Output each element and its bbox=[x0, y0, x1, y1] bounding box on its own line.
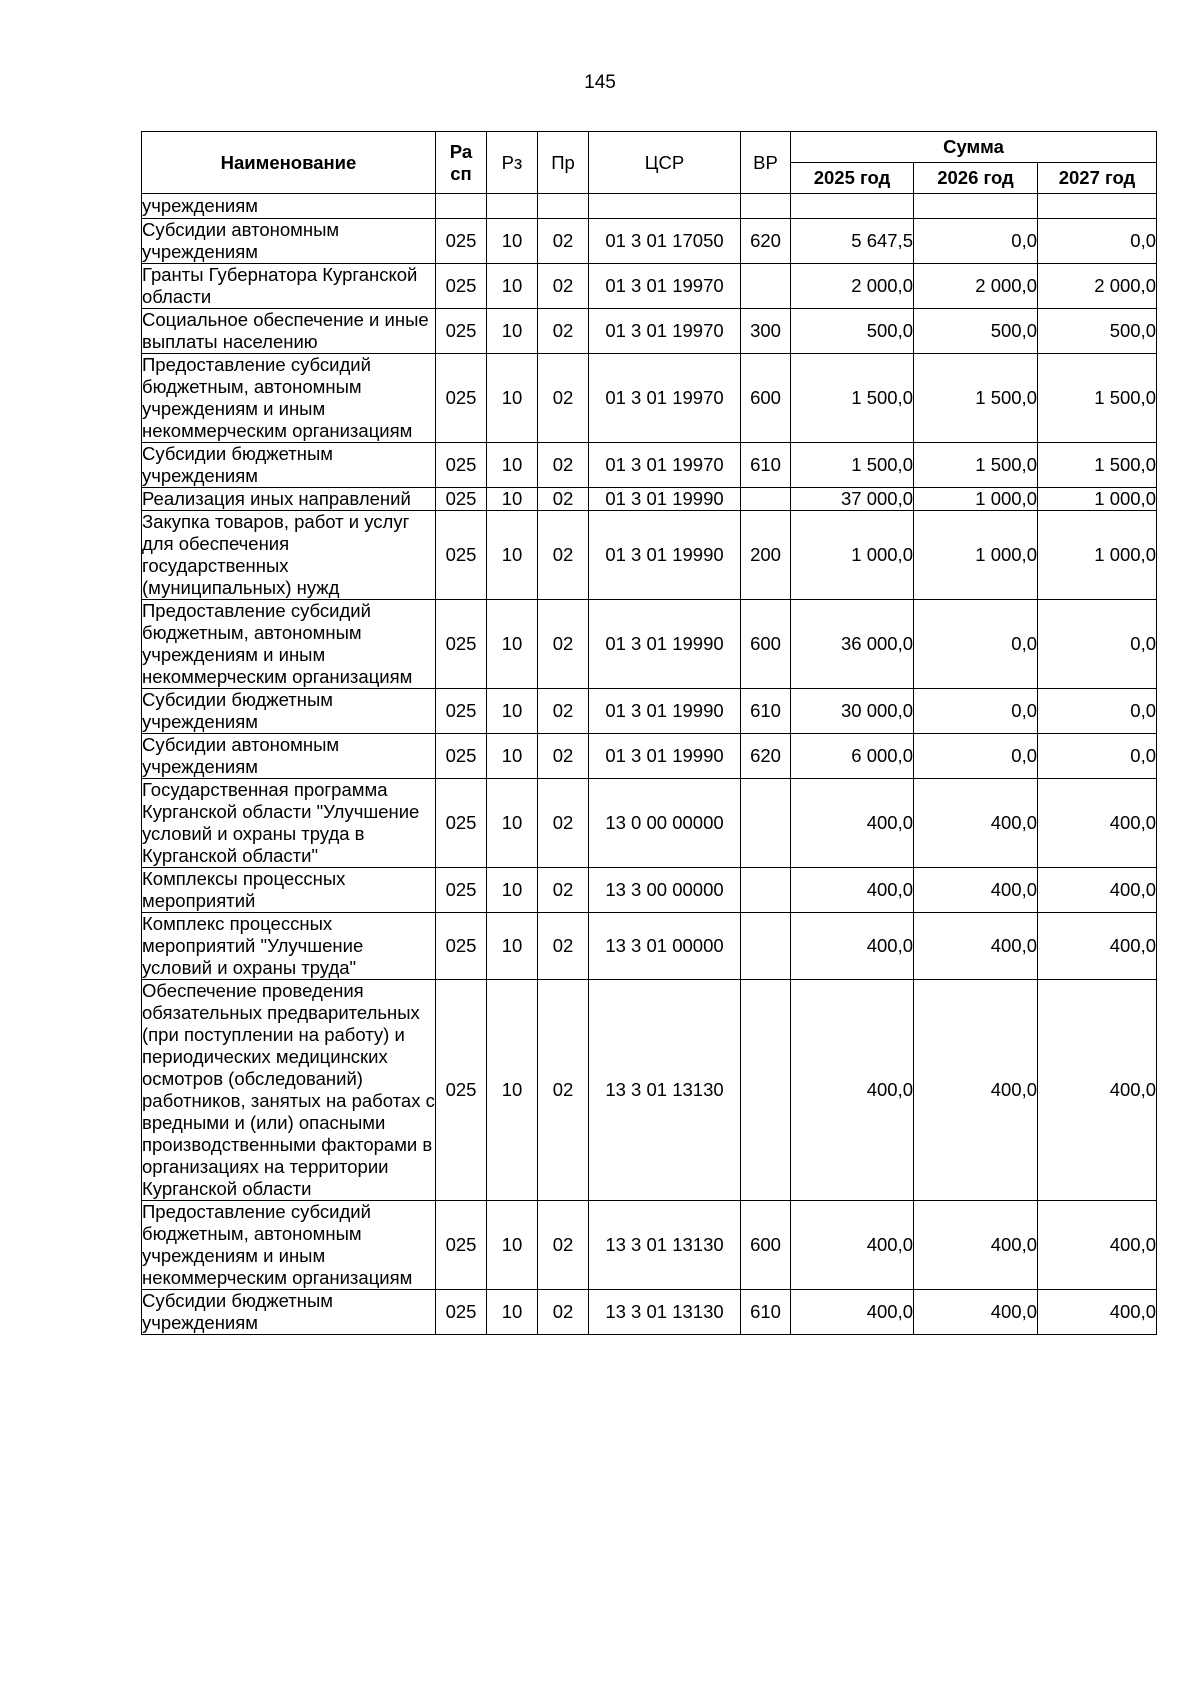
header-year-2025: 2025 год bbox=[791, 163, 914, 194]
cell-2025: 1 000,0 bbox=[791, 511, 914, 600]
cell-rasp: 025 bbox=[436, 689, 487, 734]
cell-vr: 600 bbox=[741, 1201, 791, 1290]
cell-vr bbox=[741, 264, 791, 309]
cell-csr: 01 3 01 19990 bbox=[589, 734, 741, 779]
cell-rasp: 025 bbox=[436, 868, 487, 913]
cell-name: Предоставление субсидий бюджетным, автономным учреждениям и иным некоммерческим организациям bbox=[142, 1201, 436, 1290]
cell-rasp: 025 bbox=[436, 734, 487, 779]
cell-rasp: 025 bbox=[436, 779, 487, 868]
table-row bbox=[142, 779, 1157, 868]
cell-2026 bbox=[914, 194, 1038, 219]
cell-csr: 01 3 01 19990 bbox=[589, 488, 741, 511]
cell-2026: 1 000,0 bbox=[914, 511, 1038, 600]
header-year-2026: 2026 год bbox=[914, 163, 1038, 194]
cell-pr: 02 bbox=[538, 734, 589, 779]
cell-2027: 400,0 bbox=[1038, 913, 1157, 980]
cell-name: Государственная программа Курганской области "Улучшение условий и охраны труда в Курганской области" bbox=[142, 779, 436, 868]
table-row bbox=[142, 868, 1157, 913]
table-header bbox=[142, 132, 1157, 194]
cell-rz: 10 bbox=[487, 309, 538, 354]
cell-rasp: 025 bbox=[436, 1201, 487, 1290]
cell-rz: 10 bbox=[487, 779, 538, 868]
cell-2027: 400,0 bbox=[1038, 980, 1157, 1201]
header-vr: ВР bbox=[741, 132, 791, 194]
cell-pr: 02 bbox=[538, 689, 589, 734]
header-csr: ЦСР bbox=[589, 132, 741, 194]
cell-csr: 01 3 01 19990 bbox=[589, 689, 741, 734]
header-name: Наименование bbox=[142, 132, 436, 194]
cell-name: Предоставление субсидий бюджетным, автономным учреждениям и иным некоммерческим организациям bbox=[142, 354, 436, 443]
header-rz: Рз bbox=[487, 132, 538, 194]
cell-2026: 1 500,0 bbox=[914, 354, 1038, 443]
cell-csr: 01 3 01 19970 bbox=[589, 354, 741, 443]
cell-name: Комплекс процессных мероприятий "Улучшение условий и охраны труда" bbox=[142, 913, 436, 980]
cell-vr: 610 bbox=[741, 443, 791, 488]
cell-name: Социальное обеспечение и иные выплаты населению bbox=[142, 309, 436, 354]
cell-2026: 0,0 bbox=[914, 689, 1038, 734]
cell-rasp: 025 bbox=[436, 913, 487, 980]
cell-2027: 1 000,0 bbox=[1038, 488, 1157, 511]
cell-vr bbox=[741, 913, 791, 980]
cell-2027: 400,0 bbox=[1038, 868, 1157, 913]
cell-csr: 13 3 00 00000 bbox=[589, 868, 741, 913]
cell-csr: 01 3 01 19990 bbox=[589, 600, 741, 689]
page-number: 145 bbox=[584, 72, 616, 93]
header-rasp: Ра сп bbox=[436, 132, 487, 194]
header-year-2027: 2027 год bbox=[1038, 163, 1157, 194]
cell-rasp: 025 bbox=[436, 511, 487, 600]
cell-rz: 10 bbox=[487, 689, 538, 734]
cell-name: Субсидии бюджетным учреждениям bbox=[142, 1290, 436, 1335]
cell-2027: 2 000,0 bbox=[1038, 264, 1157, 309]
header-pr: Пр bbox=[538, 132, 589, 194]
cell-2025: 37 000,0 bbox=[791, 488, 914, 511]
cell-name: Субсидии автономным учреждениям bbox=[142, 219, 436, 264]
cell-vr: 600 bbox=[741, 600, 791, 689]
cell-2026: 1 500,0 bbox=[914, 443, 1038, 488]
cell-vr bbox=[741, 488, 791, 511]
cell-2026: 0,0 bbox=[914, 219, 1038, 264]
cell-2027: 400,0 bbox=[1038, 779, 1157, 868]
table-row bbox=[142, 354, 1157, 443]
table-row bbox=[142, 734, 1157, 779]
cell-2025: 30 000,0 bbox=[791, 689, 914, 734]
cell-pr: 02 bbox=[538, 354, 589, 443]
cell-rasp: 025 bbox=[436, 980, 487, 1201]
cell-2025: 500,0 bbox=[791, 309, 914, 354]
cell-rz: 10 bbox=[487, 264, 538, 309]
cell-pr: 02 bbox=[538, 309, 589, 354]
cell-vr: 620 bbox=[741, 734, 791, 779]
cell-rasp: 025 bbox=[436, 219, 487, 264]
cell-name: Субсидии бюджетным учреждениям bbox=[142, 443, 436, 488]
cell-2025: 400,0 bbox=[791, 1201, 914, 1290]
cell-2026: 400,0 bbox=[914, 913, 1038, 980]
cell-2027: 1 500,0 bbox=[1038, 443, 1157, 488]
cell-rasp: 025 bbox=[436, 488, 487, 511]
cell-2026: 0,0 bbox=[914, 600, 1038, 689]
cell-rz bbox=[487, 194, 538, 219]
cell-rz: 10 bbox=[487, 600, 538, 689]
cell-pr: 02 bbox=[538, 264, 589, 309]
cell-2027: 0,0 bbox=[1038, 689, 1157, 734]
cell-pr: 02 bbox=[538, 868, 589, 913]
cell-2025: 400,0 bbox=[791, 868, 914, 913]
table-row bbox=[142, 309, 1157, 354]
table-row bbox=[142, 194, 1157, 219]
cell-2026: 2 000,0 bbox=[914, 264, 1038, 309]
cell-csr: 01 3 01 17050 bbox=[589, 219, 741, 264]
cell-2025: 2 000,0 bbox=[791, 264, 914, 309]
cell-rz: 10 bbox=[487, 1290, 538, 1335]
cell-name: Субсидии автономным учреждениям bbox=[142, 734, 436, 779]
cell-2027: 0,0 bbox=[1038, 600, 1157, 689]
cell-vr bbox=[741, 868, 791, 913]
cell-2026: 400,0 bbox=[914, 779, 1038, 868]
cell-rz: 10 bbox=[487, 1201, 538, 1290]
cell-pr: 02 bbox=[538, 980, 589, 1201]
cell-2025: 36 000,0 bbox=[791, 600, 914, 689]
cell-csr: 01 3 01 19970 bbox=[589, 309, 741, 354]
cell-rz: 10 bbox=[487, 219, 538, 264]
cell-name: Обеспечение проведения обязательных предварительных (при поступлении на работу) и периодических медицинских осмотров (обследований) работников, занятых на работах с вредными и (или) опасными производственными факторами в организациях на территории Курганской области bbox=[142, 980, 435, 1199]
cell-pr: 02 bbox=[538, 443, 589, 488]
cell-rz: 10 bbox=[487, 354, 538, 443]
cell-name: Комплексы процессных мероприятий bbox=[142, 868, 436, 913]
cell-2025 bbox=[791, 194, 914, 219]
cell-2027: 400,0 bbox=[1038, 1201, 1157, 1290]
cell-csr: 01 3 01 19970 bbox=[589, 443, 741, 488]
cell-pr: 02 bbox=[538, 1201, 589, 1290]
cell-2027: 0,0 bbox=[1038, 734, 1157, 779]
table-row bbox=[142, 488, 1157, 511]
cell-rz: 10 bbox=[487, 511, 538, 600]
cell-2026: 400,0 bbox=[914, 868, 1038, 913]
cell-name: учреждениям bbox=[142, 194, 436, 219]
cell-rasp: 025 bbox=[436, 264, 487, 309]
cell-csr: 13 3 01 00000 bbox=[589, 913, 741, 980]
cell-2026: 0,0 bbox=[914, 734, 1038, 779]
header-summa: Сумма bbox=[791, 132, 1157, 163]
cell-rz: 10 bbox=[487, 443, 538, 488]
budget-table bbox=[141, 131, 1157, 1335]
cell-rasp: 025 bbox=[436, 354, 487, 443]
cell-2025: 400,0 bbox=[791, 1290, 914, 1335]
table-row bbox=[142, 511, 1157, 600]
cell-2027: 0,0 bbox=[1038, 219, 1157, 264]
cell-2025: 1 500,0 bbox=[791, 354, 914, 443]
cell-2027 bbox=[1038, 194, 1157, 219]
table-row bbox=[142, 219, 1157, 264]
cell-rasp: 025 bbox=[436, 309, 487, 354]
cell-rz: 10 bbox=[487, 868, 538, 913]
cell-pr: 02 bbox=[538, 219, 589, 264]
cell-rasp bbox=[436, 194, 487, 219]
cell-pr: 02 bbox=[538, 511, 589, 600]
cell-name: Гранты Губернатора Курганской области bbox=[142, 264, 436, 309]
cell-2025: 1 500,0 bbox=[791, 443, 914, 488]
cell-vr: 200 bbox=[741, 511, 791, 600]
cell-2025: 400,0 bbox=[791, 779, 914, 868]
cell-csr: 01 3 01 19970 bbox=[589, 264, 741, 309]
cell-name: Предоставление субсидий бюджетным, автономным учреждениям и иным некоммерческим организациям bbox=[142, 600, 436, 689]
cell-csr: 13 3 01 13130 bbox=[589, 1290, 741, 1335]
cell-2027: 1 500,0 bbox=[1038, 354, 1157, 443]
cell-2025: 5 647,5 bbox=[791, 219, 914, 264]
cell-2025: 400,0 bbox=[791, 913, 914, 980]
cell-pr: 02 bbox=[538, 779, 589, 868]
cell-rz: 10 bbox=[487, 488, 538, 511]
cell-vr: 600 bbox=[741, 354, 791, 443]
cell-csr bbox=[589, 194, 741, 219]
cell-pr: 02 bbox=[538, 600, 589, 689]
cell-2026: 400,0 bbox=[914, 1290, 1038, 1335]
cell-2025: 6 000,0 bbox=[791, 734, 914, 779]
cell-2026: 500,0 bbox=[914, 309, 1038, 354]
cell-2026: 1 000,0 bbox=[914, 488, 1038, 511]
cell-vr: 620 bbox=[741, 219, 791, 264]
cell-pr: 02 bbox=[538, 1290, 589, 1335]
cell-pr: 02 bbox=[538, 913, 589, 980]
cell-rasp: 025 bbox=[436, 600, 487, 689]
cell-2027: 500,0 bbox=[1038, 309, 1157, 354]
cell-name: Закупка товаров, работ и услуг для обеспечения государственных (муниципальных) нужд bbox=[142, 511, 436, 600]
cell-csr: 13 0 00 00000 bbox=[589, 779, 741, 868]
table-row bbox=[142, 600, 1157, 689]
cell-rz: 10 bbox=[487, 980, 538, 1201]
cell-csr: 13 3 01 13130 bbox=[589, 1201, 741, 1290]
cell-2026: 400,0 bbox=[914, 1201, 1038, 1290]
cell-pr bbox=[538, 194, 589, 219]
table-row bbox=[142, 264, 1157, 309]
cell-vr bbox=[741, 980, 791, 1201]
cell-vr bbox=[741, 779, 791, 868]
table-row bbox=[142, 689, 1157, 734]
cell-pr: 02 bbox=[538, 488, 589, 511]
cell-vr: 610 bbox=[741, 1290, 791, 1335]
table-row bbox=[142, 1290, 1157, 1335]
table-body bbox=[142, 194, 1157, 1335]
cell-vr bbox=[741, 194, 791, 219]
cell-2027: 400,0 bbox=[1038, 1290, 1157, 1335]
cell-rz: 10 bbox=[487, 913, 538, 980]
cell-name: Реализация иных направлений bbox=[142, 488, 436, 511]
cell-vr: 300 bbox=[741, 309, 791, 354]
cell-rasp: 025 bbox=[436, 443, 487, 488]
cell-2027: 1 000,0 bbox=[1038, 511, 1157, 600]
cell-csr: 13 3 01 13130 bbox=[589, 980, 741, 1201]
table-row bbox=[142, 1201, 1157, 1290]
table-row bbox=[142, 443, 1157, 488]
table-row bbox=[142, 980, 1157, 1201]
table-row bbox=[142, 913, 1157, 980]
cell-name: Субсидии бюджетным учреждениям bbox=[142, 689, 436, 734]
cell-vr: 610 bbox=[741, 689, 791, 734]
cell-2025: 400,0 bbox=[791, 980, 914, 1201]
cell-rasp: 025 bbox=[436, 1290, 487, 1335]
cell-2026: 400,0 bbox=[914, 980, 1038, 1201]
cell-csr: 01 3 01 19990 bbox=[589, 511, 741, 600]
cell-rz: 10 bbox=[487, 734, 538, 779]
